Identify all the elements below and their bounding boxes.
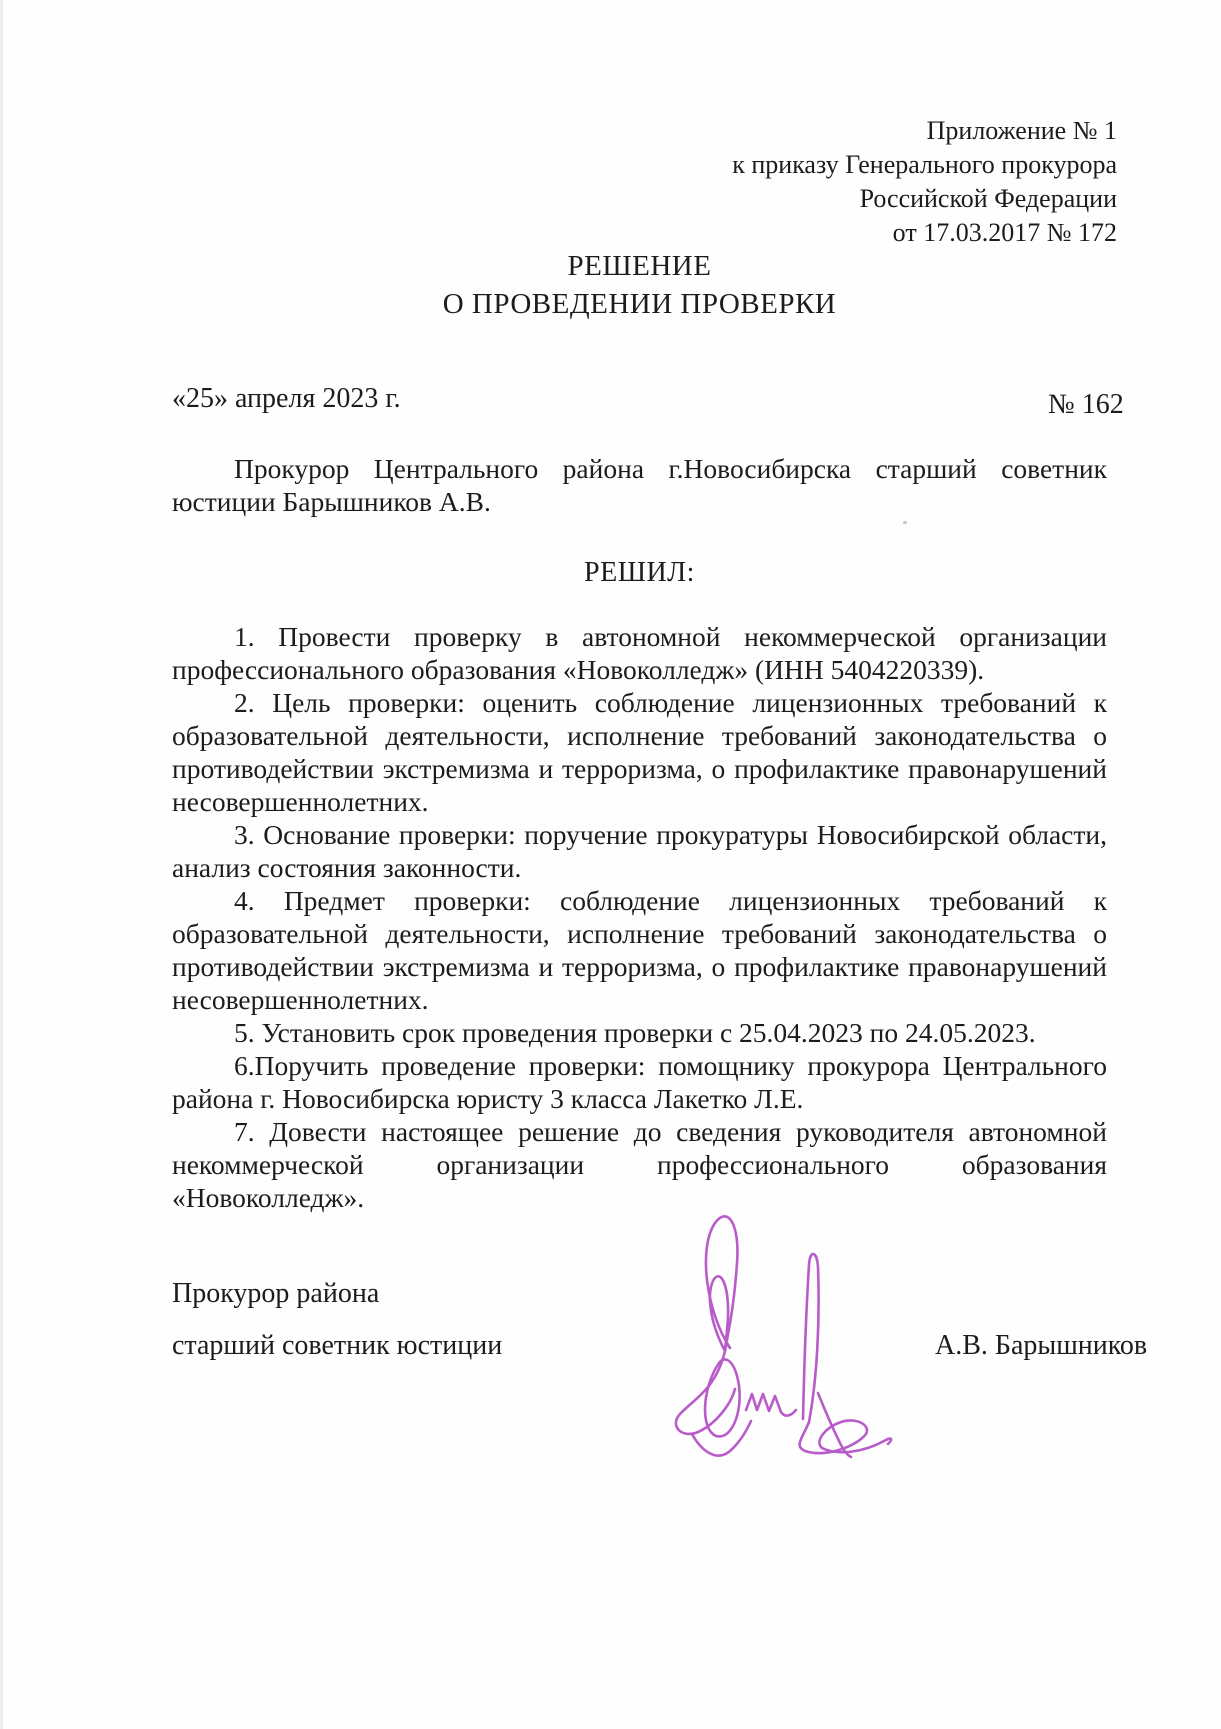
- appendix-line: от 17.03.2017 № 172: [892, 218, 1117, 247]
- appendix-line: Приложение № 1: [926, 116, 1117, 145]
- resolution-item-6: 6.Поручить проведение проверки: помощнику прокурора Центрального района г. Новосибирска юристу 3 класса Лакетко Л.Е.: [172, 1050, 1107, 1114]
- scan-edge-artifact: [0, 0, 3, 1729]
- signature-strokes: [676, 1216, 891, 1457]
- document-title: [172, 247, 1107, 323]
- appendix-reference-block: [732, 114, 1117, 250]
- document-title-line1: РЕШЕНИЕ: [567, 250, 712, 282]
- appendix-line: Российской Федерации: [859, 184, 1117, 213]
- intro-text: Прокурор Центрального района г.Новосибирска старший советник юстиции Барышников А.В.: [172, 453, 1107, 517]
- resolution-item-5: 5. Установить срок проведения проверки с 25.04.2023 по 24.05.2023.: [234, 1017, 1036, 1048]
- signer-post-line1: Прокурор района: [172, 1278, 380, 1309]
- resolution-item-7: 7. Довести настоящее решение до сведения руководителя автономной некоммерческой организации профессионального образования «Новоколледж».: [172, 1116, 1107, 1213]
- signer-post-line2: старший советник юстиции: [172, 1330, 503, 1361]
- appendix-line: к приказу Генерального прокурора: [732, 150, 1117, 179]
- document-number: № 162: [1048, 389, 1124, 420]
- resolved-heading: РЕШИЛ:: [584, 557, 695, 588]
- signer-name: А.В. Барышников: [935, 1330, 1148, 1361]
- handwritten-signature-ink: [598, 1193, 920, 1525]
- resolution-items: [172, 620, 1107, 1214]
- intro-paragraph: [172, 452, 1107, 518]
- document-title-line2: О ПРОВЕДЕНИИ ПРОВЕРКИ: [442, 288, 837, 320]
- resolution-item-1: 1. Провести проверку в автономной некоммерческой организации профессионального образования «Новоколледж» (ИНН 5404220339).: [172, 621, 1107, 685]
- resolution-item-2: 2. Цель проверки: оценить соблюдение лицензионных требований к образовательной деятельности, исполнение требований законодательства о противодействии экстремизма и терроризма, о профилактике правонарушений несовершеннолетних.: [172, 687, 1107, 817]
- document-date: «25» апреля 2023 г.: [172, 383, 401, 414]
- resolution-item-3: 3. Основание проверки: поручение прокуратуры Новосибирской области, анализ состояния законности.: [172, 819, 1107, 883]
- scan-speck: [903, 521, 907, 524]
- resolution-item-4: 4. Предмет проверки: соблюдение лицензионных требований к образовательной деятельности, исполнение требований законодательства о противодействии экстремизма и терроризма, о профилактике правонарушений несовершеннолетних.: [172, 885, 1107, 1015]
